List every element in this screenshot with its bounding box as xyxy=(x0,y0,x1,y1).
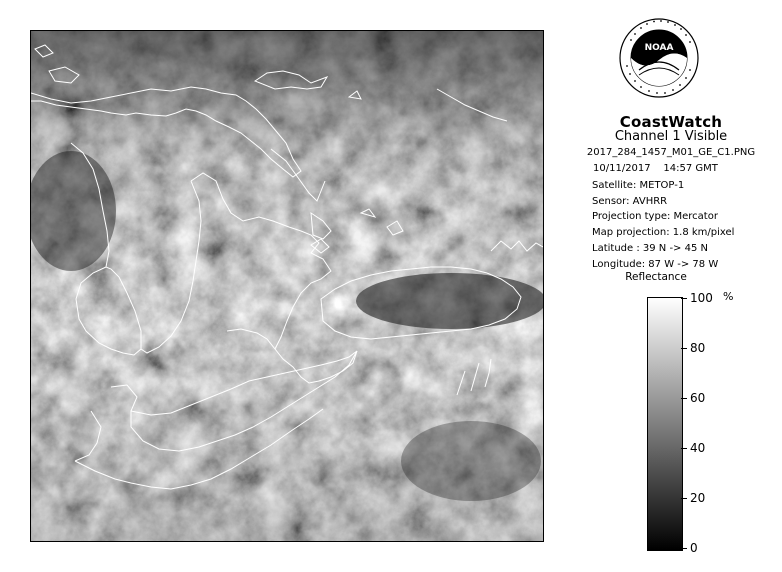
channel-subtitle: Channel 1 Visible xyxy=(614,129,728,144)
noaa-logo-icon xyxy=(619,18,699,98)
acquisition-time: 14:57 GMT xyxy=(663,163,718,174)
projection-type-label: Projection type: Mercator xyxy=(592,211,718,222)
app-title: CoastWatch xyxy=(619,113,723,131)
latitude-label: Latitude : 39 N -> 45 N xyxy=(592,243,708,254)
colorbar-tick-label: 100 xyxy=(690,291,713,305)
colorbar-tick xyxy=(681,498,687,499)
colorbar-tick xyxy=(681,448,687,449)
colorbar xyxy=(647,297,683,551)
sensor-label: Sensor: AVHRR xyxy=(592,196,668,207)
map-projection-label: Map projection: 1.8 km/pixel xyxy=(592,227,735,238)
satellite-label: Satellite: METOP-1 xyxy=(592,180,685,191)
logo-text: NOAA xyxy=(644,43,674,53)
colorbar-tick xyxy=(681,398,687,399)
colorbar-tick xyxy=(681,548,687,549)
colorbar-tick-label: 0 xyxy=(690,541,698,555)
colorbar-tick-label: 20 xyxy=(690,491,706,505)
colorbar-tick-label: 80 xyxy=(690,341,706,355)
colorbar-tick xyxy=(681,348,687,349)
colorbar-unit: % xyxy=(723,290,734,303)
colorbar-tick-label: 40 xyxy=(690,441,706,455)
longitude-label: Longitude: 87 W -> 78 W xyxy=(592,259,719,270)
image-filename: 2017_284_1457_M01_GE_C1.PNG xyxy=(586,147,756,158)
colorbar-tick-label: 60 xyxy=(690,391,706,405)
dark-patch-ontario xyxy=(356,273,543,329)
dark-patch-southeast xyxy=(401,421,541,501)
acquisition-datetime xyxy=(593,163,718,174)
colorbar-title: Reflectance xyxy=(625,271,687,283)
satellite-image xyxy=(30,30,544,542)
satellite-image-svg xyxy=(31,31,543,541)
acquisition-date: 10/11/2017 xyxy=(593,163,651,174)
colorbar-tick xyxy=(681,298,687,299)
